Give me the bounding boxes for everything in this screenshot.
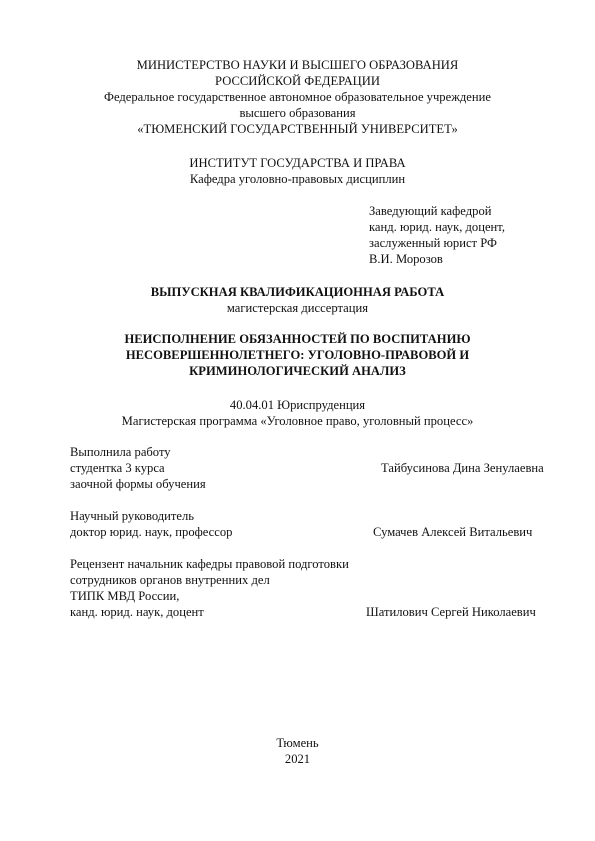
institute-name: ИНСТИТУТ ГОСУДАРСТВА И ПРАВА <box>189 156 406 170</box>
approval-line: заслуженный юрист РФ <box>369 236 497 250</box>
reviewer-row-2 <box>70 572 570 588</box>
city: Тюмень <box>276 736 319 750</box>
header-line: Федеральное государственное автономное образовательное учреждение <box>104 90 491 104</box>
reviewer-row-3 <box>70 588 570 604</box>
university-name: «ТЮМЕНСКИЙ ГОСУДАРСТВЕННЫЙ УНИВЕРСИТЕТ» <box>137 122 458 136</box>
supervisor-label: доктор юрид. наук, профессор <box>70 525 233 539</box>
approval-block <box>369 203 505 267</box>
reviewer-label: сотрудников органов внутренних дел <box>70 573 270 587</box>
reviewer-label: канд. юрид. наук, доцент <box>70 605 204 619</box>
supervisor-name: Сумачев Алексей Витальевич <box>373 525 533 539</box>
reviewer-row-4 <box>70 604 570 620</box>
work-subtype: магистерская диссертация <box>226 301 369 315</box>
work-type: ВЫПУСКНАЯ КВАЛИФИКАЦИОННАЯ РАБОТА <box>150 285 445 299</box>
footer-block <box>0 735 595 767</box>
specialty-code: 40.04.01 Юриспруденция <box>229 398 366 412</box>
institute-block <box>0 155 595 187</box>
title-line: НЕСОВЕРШЕННОЛЕТНЕГО: УГОЛОВНО-ПРАВОВОЙ И <box>125 348 470 362</box>
author-name: Тайбусинова Дина Зенулаевна <box>381 461 544 475</box>
header-line: МИНИСТЕРСТВО НАУКИ И ВЫСШЕГО ОБРАЗОВАНИЯ <box>136 58 459 72</box>
reviewer-row-1 <box>70 556 570 572</box>
program-name: Магистерская программа «Уголовное право, уголовный процесс» <box>121 414 474 428</box>
reviewer-label: ТИПК МВД России, <box>70 589 180 603</box>
supervisor-label: Научный руководитель <box>70 509 195 523</box>
author-label: заочной формы обучения <box>70 477 206 491</box>
approval-line: Заведующий кафедрой <box>369 204 492 218</box>
header-line: РОССИЙСКОЙ ФЕДЕРАЦИИ <box>215 74 380 88</box>
author-label: студентка 3 курса <box>70 461 165 475</box>
approval-name: В.И. Морозов <box>369 252 443 266</box>
supervisor-row-1 <box>70 508 570 524</box>
reviewer-name: Шатилович Сергей Николаевич <box>366 605 536 619</box>
title-line: НЕИСПОЛНЕНИЕ ОБЯЗАННОСТЕЙ ПО ВОСПИТАНИЮ <box>124 332 471 346</box>
author-row-3 <box>70 476 570 492</box>
year: 2021 <box>284 752 311 766</box>
thesis-title <box>0 331 595 379</box>
header-line: высшего образования <box>239 106 356 120</box>
work-type-block <box>0 284 595 316</box>
program-block <box>0 397 595 429</box>
reviewer-label: Рецензент начальник кафедры правовой подготовки <box>70 557 349 571</box>
author-row-1 <box>70 444 570 460</box>
title-line: КРИМИНОЛОГИЧЕСКИЙ АНАЛИЗ <box>189 364 406 378</box>
approval-line: канд. юрид. наук, доцент, <box>369 220 505 234</box>
author-label: Выполнила работу <box>70 445 171 459</box>
supervisor-row-2 <box>70 524 570 540</box>
ministry-header <box>0 57 595 137</box>
author-row-2 <box>70 460 570 476</box>
department-name: Кафедра уголовно-правовых дисциплин <box>189 172 406 186</box>
